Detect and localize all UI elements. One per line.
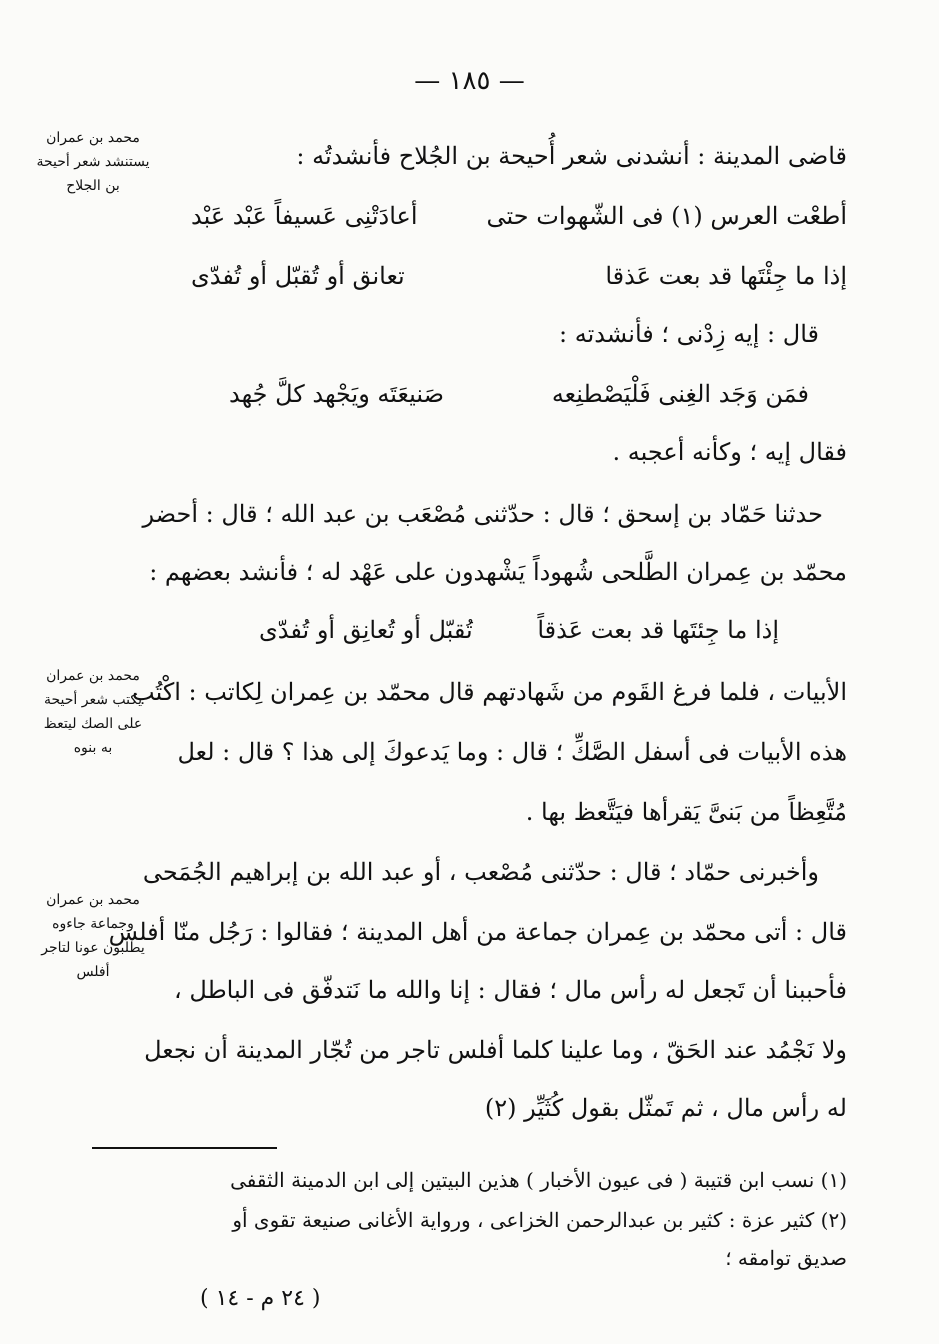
- side-note-line: بن الجلاح: [66, 178, 120, 194]
- text-line: وأخبرنى حمّاد ؛ قال : حدّثنى مُصْعب ، أو عبد الله بن إبراهيم الجُمَحى: [142, 858, 819, 886]
- text-line: حدثنا حَمّاد بن إسحق ؛ قال : حدّثنى مُصْعَب بن عبد الله ؛ قال : أحضر: [142, 500, 823, 528]
- verse-hemistich: تعانق أو تُقبّل أو تُفدّى: [191, 262, 405, 290]
- footnote: صديق توامقه ؛: [725, 1246, 847, 1270]
- text-line: هذه الأبيات فى أسفل الصَّكِّ ؛ قال : وما يَدعوكَ إلى هذا ؟ قال : لعل: [177, 738, 847, 766]
- verse-line: [191, 196, 847, 236]
- footnote-divider: [92, 1147, 277, 1149]
- side-note-line: يطلبون عونا لتاجر: [41, 940, 145, 956]
- verse-line: [229, 374, 809, 414]
- text-line: قال : أتى محمّد بن عِمران جماعة من أهل المدينة ؛ فقالوا : رَجُل منّا أفلس: [108, 918, 847, 946]
- side-note-line: به بنوه: [73, 740, 113, 756]
- verse-hemistich: إذا ما جِئْتَها قد بعت عَذقا: [605, 262, 847, 290]
- side-note-line: محمد بن عمران: [46, 892, 140, 908]
- verse-hemistich: صَنيعَتَه ويَجْهد كلَّ جُهد: [229, 380, 444, 408]
- side-note-line: محمد بن عمران: [46, 130, 140, 146]
- verse-line: [191, 256, 847, 296]
- text-line: فقال إيه ؛ وكأنه أعجبه .: [612, 438, 847, 466]
- side-note-line: يكتب شعر أحيحة: [43, 692, 143, 708]
- side-note-1: [28, 126, 158, 198]
- text-line: له رأس مال ، ثم تَمثّل بقول كُثَيِّر (٢): [484, 1094, 847, 1122]
- verse-hemistich: تُقبّل أو تُعانِق أو تُفدّى: [259, 616, 473, 644]
- verse-hemistich: أطعْت العرس (١) فى الشّهوات حتى: [486, 202, 847, 230]
- text-line: محمّد بن عِمران الطَّلحى شُهوداً يَشْهدون على عَهْد له ؛ فأنشد بعضهم :: [149, 558, 847, 586]
- side-note-line: أفلس: [76, 964, 110, 980]
- text-line: ولا نَجْمُد عند الحَقّ ، وما علينا كلما أفلس تاجر من تُجّار المدينة أن نجعل: [144, 1036, 847, 1064]
- text-line: فأحببنا أن تَجعل له رأس مال ؛ فقال : إنا والله ما نَتدفّق فى الباطل ،: [174, 976, 847, 1004]
- side-note-line: محمد بن عمران: [46, 668, 140, 684]
- page-number: — ١٨٥ —: [414, 66, 525, 96]
- text-line: مُتَّعِظاً من بَنىَّ يَقرأها فيَتَّعظ بها .: [525, 798, 847, 826]
- text-line: قاضى المدينة : أنشدنى شعر أُحيحة بن الجُلاح فأنشدتُه :: [296, 142, 847, 170]
- verse-hemistich: فمَن وَجَد الغِنى فَلْيَصْطنِعه: [551, 380, 809, 408]
- side-note-line: يستنشد شعر أحيحة: [36, 154, 150, 170]
- verse-hemistich: أعادَتْنِى عَسيفاً عَبْد عَبْد: [191, 202, 418, 230]
- printer-signature: ( ٢٤ م - ١٤ ): [200, 1286, 321, 1311]
- verse-line: [259, 610, 779, 650]
- side-note-line: وجماعة جاءوه: [52, 916, 134, 932]
- side-note-line: على الصك ليتعظ: [43, 716, 143, 732]
- verse-hemistich: إذا ما جِئتَها قد بعت عَذقاً: [537, 616, 779, 644]
- footnote: (١) نسب ابن قتيبة ( فى عيون الأخبار ) هذين البيتين إلى ابن الدمينة الثقفى: [230, 1168, 847, 1192]
- footnote: (٢) كثير عزة : كثير بن عبدالرحمن الخزاعى ، ورواية الأغانى صنيعة تقوى أو: [232, 1208, 847, 1232]
- text-line: الأبيات ، فلما فرغ القَوم من شَهادتهم قال محمّد بن عِمران لِكاتب : اكْتُب: [132, 678, 847, 706]
- text-line: قال : إيه زِدْنى ؛ فأنشدته :: [559, 320, 819, 348]
